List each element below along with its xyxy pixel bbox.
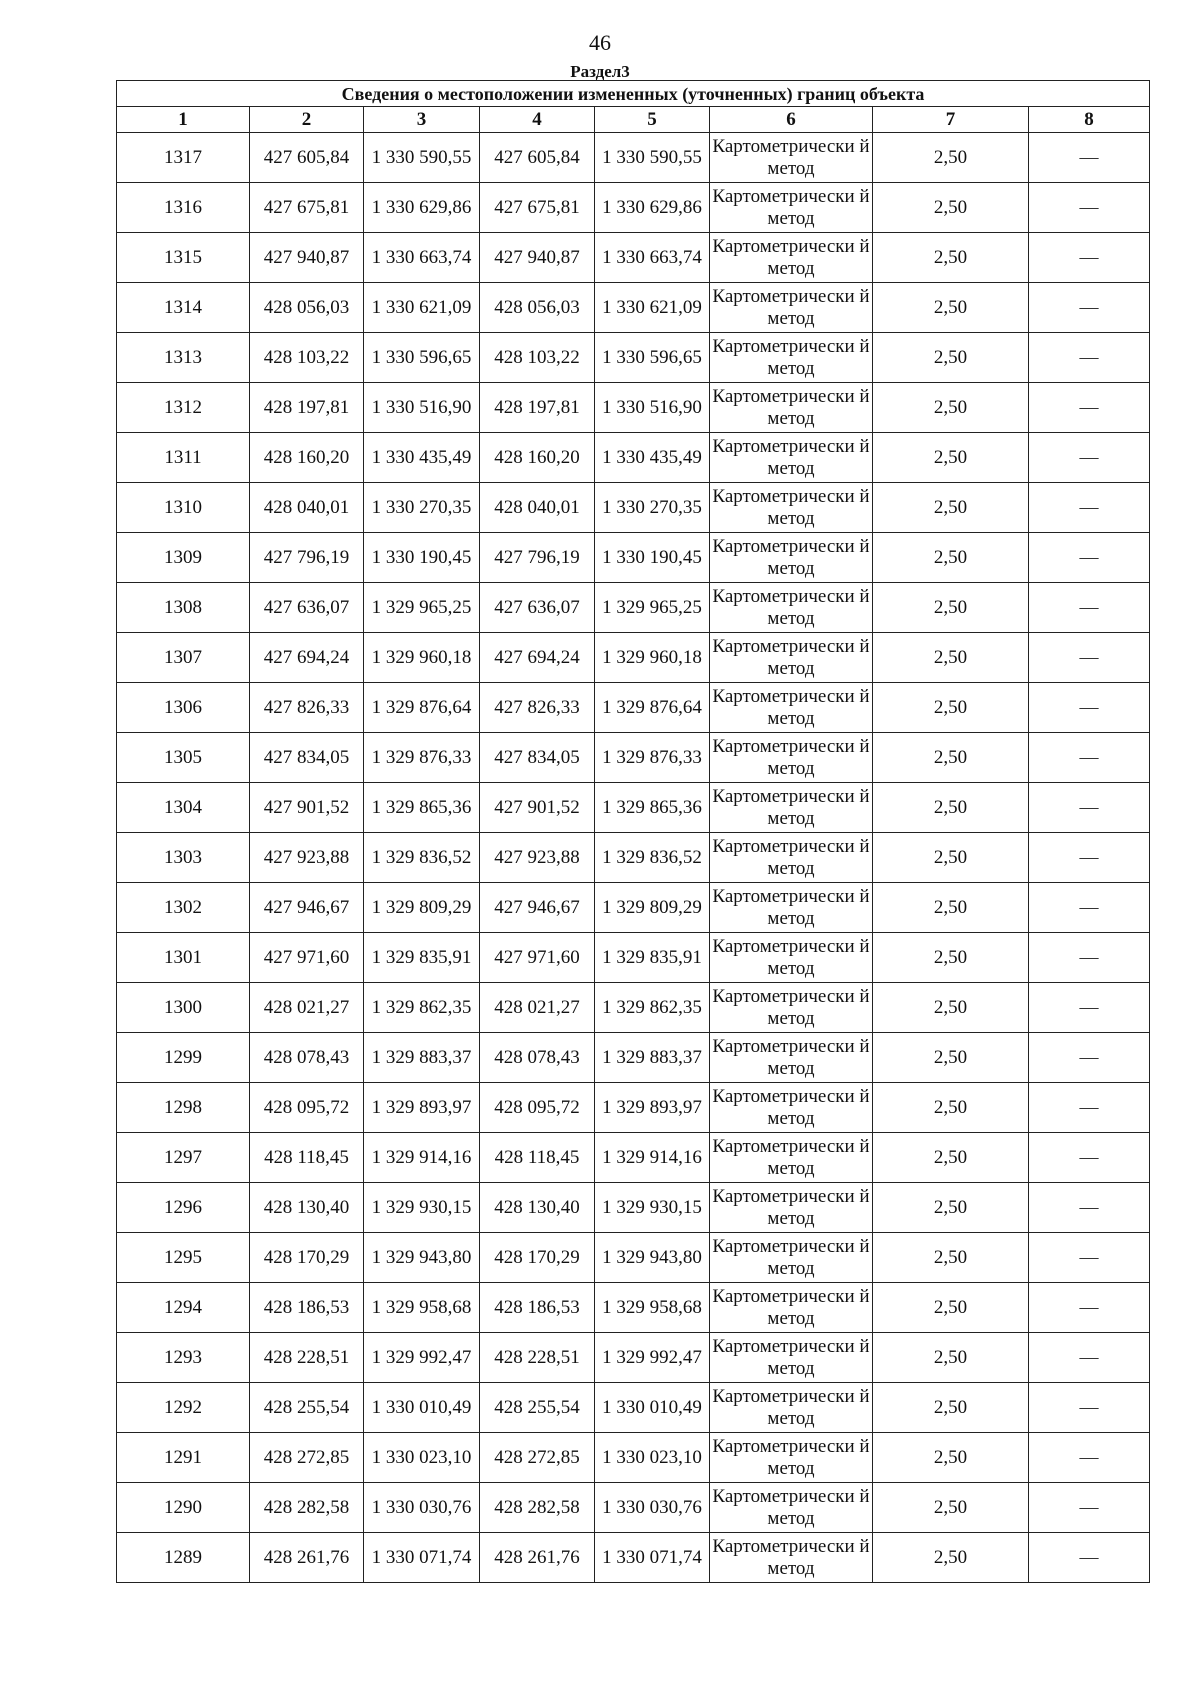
x-existing-cell: 428 095,72: [250, 1083, 364, 1133]
y-refined-cell: 1 330 010,49: [595, 1383, 710, 1433]
x-existing-cell: 428 255,54: [250, 1383, 364, 1433]
method-cell: Картометрически й метод: [710, 883, 873, 933]
coordinates-table: [116, 80, 1150, 1583]
y-existing-cell: 1 329 960,18: [364, 633, 480, 683]
x-refined-cell: 427 901,52: [480, 783, 595, 833]
point-number-cell: 1312: [117, 383, 250, 433]
point-number-cell: 1301: [117, 933, 250, 983]
x-existing-cell: 428 282,58: [250, 1483, 364, 1533]
method-cell: Картометрически й метод: [710, 1233, 873, 1283]
method-cell: Картометрически й метод: [710, 183, 873, 233]
point-number-cell: 1316: [117, 183, 250, 233]
x-refined-cell: 428 186,53: [480, 1283, 595, 1333]
x-refined-cell: 427 675,81: [480, 183, 595, 233]
x-refined-cell: 427 826,33: [480, 683, 595, 733]
method-cell: Картометрически й метод: [710, 433, 873, 483]
note-cell: —: [1029, 833, 1150, 883]
accuracy-cell: 2,50: [873, 533, 1029, 583]
note-cell: —: [1029, 333, 1150, 383]
y-refined-cell: 1 329 883,37: [595, 1033, 710, 1083]
accuracy-cell: 2,50: [873, 1383, 1029, 1433]
method-cell: Картометрически й метод: [710, 333, 873, 383]
note-cell: —: [1029, 1083, 1150, 1133]
table-row: [117, 633, 1150, 683]
x-refined-cell: 428 056,03: [480, 283, 595, 333]
method-cell: Картометрически й метод: [710, 733, 873, 783]
y-refined-cell: 1 329 865,36: [595, 783, 710, 833]
y-refined-cell: 1 330 030,76: [595, 1483, 710, 1533]
method-cell: Картометрически й метод: [710, 283, 873, 333]
y-refined-cell: 1 329 835,91: [595, 933, 710, 983]
table-row: [117, 483, 1150, 533]
point-number-cell: 1297: [117, 1133, 250, 1183]
method-cell: Картометрически й метод: [710, 233, 873, 283]
note-cell: —: [1029, 483, 1150, 533]
x-existing-cell: 428 228,51: [250, 1333, 364, 1383]
point-number-cell: 1306: [117, 683, 250, 733]
y-existing-cell: 1 330 596,65: [364, 333, 480, 383]
point-number-cell: 1299: [117, 1033, 250, 1083]
x-existing-cell: 428 130,40: [250, 1183, 364, 1233]
note-cell: —: [1029, 933, 1150, 983]
note-cell: —: [1029, 1283, 1150, 1333]
accuracy-cell: 2,50: [873, 333, 1029, 383]
accuracy-cell: 2,50: [873, 883, 1029, 933]
note-cell: —: [1029, 183, 1150, 233]
table-row: [117, 1133, 1150, 1183]
point-number-cell: 1307: [117, 633, 250, 683]
note-cell: —: [1029, 1483, 1150, 1533]
y-existing-cell: 1 329 876,33: [364, 733, 480, 783]
x-existing-cell: 428 056,03: [250, 283, 364, 333]
accuracy-cell: 2,50: [873, 633, 1029, 683]
y-refined-cell: 1 329 965,25: [595, 583, 710, 633]
x-existing-cell: 427 901,52: [250, 783, 364, 833]
accuracy-cell: 2,50: [873, 283, 1029, 333]
accuracy-cell: 2,50: [873, 833, 1029, 883]
accuracy-cell: 2,50: [873, 1433, 1029, 1483]
y-refined-cell: 1 329 836,52: [595, 833, 710, 883]
table-row: [117, 1283, 1150, 1333]
point-number-cell: 1304: [117, 783, 250, 833]
y-refined-cell: 1 329 930,15: [595, 1183, 710, 1233]
note-cell: —: [1029, 1183, 1150, 1233]
y-refined-cell: 1 330 071,74: [595, 1533, 710, 1583]
y-existing-cell: 1 330 010,49: [364, 1383, 480, 1433]
table-row: [117, 333, 1150, 383]
point-number-cell: 1295: [117, 1233, 250, 1283]
method-cell: Картометрически й метод: [710, 1433, 873, 1483]
x-refined-cell: 427 946,67: [480, 883, 595, 933]
x-existing-cell: 427 796,19: [250, 533, 364, 583]
y-existing-cell: 1 330 516,90: [364, 383, 480, 433]
method-cell: Картометрически й метод: [710, 1283, 873, 1333]
accuracy-cell: 2,50: [873, 1033, 1029, 1083]
x-existing-cell: 427 946,67: [250, 883, 364, 933]
table-body: [117, 133, 1150, 1583]
note-cell: —: [1029, 1383, 1150, 1433]
x-existing-cell: 428 186,53: [250, 1283, 364, 1333]
y-existing-cell: 1 329 876,64: [364, 683, 480, 733]
accuracy-cell: 2,50: [873, 1483, 1029, 1533]
column-number: 3: [364, 107, 480, 133]
method-cell: Картометрически й метод: [710, 1133, 873, 1183]
section-label: Раздел3: [570, 62, 630, 81]
accuracy-cell: 2,50: [873, 1133, 1029, 1183]
point-number-cell: 1309: [117, 533, 250, 583]
y-existing-cell: 1 329 965,25: [364, 583, 480, 633]
method-cell: Картометрически й метод: [710, 1033, 873, 1083]
table-row: [117, 833, 1150, 883]
y-existing-cell: 1 330 190,45: [364, 533, 480, 583]
table-row: [117, 933, 1150, 983]
point-number-cell: 1314: [117, 283, 250, 333]
x-refined-cell: 428 255,54: [480, 1383, 595, 1433]
x-refined-cell: 427 636,07: [480, 583, 595, 633]
table-row: [117, 1033, 1150, 1083]
note-cell: —: [1029, 883, 1150, 933]
note-cell: —: [1029, 1333, 1150, 1383]
point-number-cell: 1300: [117, 983, 250, 1033]
accuracy-cell: 2,50: [873, 183, 1029, 233]
table-row: [117, 283, 1150, 333]
x-existing-cell: 428 078,43: [250, 1033, 364, 1083]
x-refined-cell: 427 923,88: [480, 833, 595, 883]
accuracy-cell: 2,50: [873, 1333, 1029, 1383]
point-number-cell: 1313: [117, 333, 250, 383]
y-refined-cell: 1 330 190,45: [595, 533, 710, 583]
x-refined-cell: 428 130,40: [480, 1183, 595, 1233]
note-cell: —: [1029, 633, 1150, 683]
column-number: 6: [710, 107, 873, 133]
y-refined-cell: 1 330 023,10: [595, 1433, 710, 1483]
note-cell: —: [1029, 1033, 1150, 1083]
x-refined-cell: 428 197,81: [480, 383, 595, 433]
y-existing-cell: 1 329 930,15: [364, 1183, 480, 1233]
method-cell: Картометрически й метод: [710, 833, 873, 883]
method-cell: Картометрически й метод: [710, 783, 873, 833]
method-cell: Картометрически й метод: [710, 1383, 873, 1433]
method-cell: Картометрически й метод: [710, 383, 873, 433]
x-existing-cell: 427 694,24: [250, 633, 364, 683]
table-row: [117, 683, 1150, 733]
column-number: 2: [250, 107, 364, 133]
method-cell: Картометрически й метод: [710, 933, 873, 983]
accuracy-cell: 2,50: [873, 1283, 1029, 1333]
x-refined-cell: 427 605,84: [480, 133, 595, 183]
table-row: [117, 1083, 1150, 1133]
table-row: [117, 1433, 1150, 1483]
y-existing-cell: 1 329 809,29: [364, 883, 480, 933]
method-cell: Картометрически й метод: [710, 1533, 873, 1583]
x-existing-cell: 428 160,20: [250, 433, 364, 483]
y-refined-cell: 1 329 943,80: [595, 1233, 710, 1283]
y-refined-cell: 1 329 876,33: [595, 733, 710, 783]
y-existing-cell: 1 330 435,49: [364, 433, 480, 483]
table-title: Сведения о местоположении измененных (уточненных) границ объекта: [117, 81, 1150, 107]
column-number: 1: [117, 107, 250, 133]
note-cell: —: [1029, 283, 1150, 333]
method-cell: Картометрически й метод: [710, 1183, 873, 1233]
y-existing-cell: 1 329 992,47: [364, 1333, 480, 1383]
accuracy-cell: 2,50: [873, 683, 1029, 733]
x-refined-cell: 427 971,60: [480, 933, 595, 983]
y-refined-cell: 1 330 621,09: [595, 283, 710, 333]
note-cell: —: [1029, 383, 1150, 433]
y-existing-cell: 1 330 030,76: [364, 1483, 480, 1533]
accuracy-cell: 2,50: [873, 933, 1029, 983]
table-row: [117, 1383, 1150, 1433]
point-number-cell: 1302: [117, 883, 250, 933]
y-refined-cell: 1 329 960,18: [595, 633, 710, 683]
point-number-cell: 1294: [117, 1283, 250, 1333]
point-number-cell: 1317: [117, 133, 250, 183]
point-number-cell: 1298: [117, 1083, 250, 1133]
y-existing-cell: 1 329 835,91: [364, 933, 480, 983]
method-cell: Картометрически й метод: [710, 683, 873, 733]
x-existing-cell: 427 675,81: [250, 183, 364, 233]
x-refined-cell: 428 282,58: [480, 1483, 595, 1533]
x-existing-cell: 428 103,22: [250, 333, 364, 383]
table-row: [117, 433, 1150, 483]
accuracy-cell: 2,50: [873, 583, 1029, 633]
y-existing-cell: 1 329 836,52: [364, 833, 480, 883]
x-existing-cell: 428 197,81: [250, 383, 364, 433]
page-number: 46: [589, 30, 611, 55]
x-refined-cell: 427 940,87: [480, 233, 595, 283]
x-refined-cell: 428 272,85: [480, 1433, 595, 1483]
y-refined-cell: 1 330 590,55: [595, 133, 710, 183]
accuracy-cell: 2,50: [873, 483, 1029, 533]
note-cell: —: [1029, 533, 1150, 583]
y-existing-cell: 1 329 958,68: [364, 1283, 480, 1333]
column-number: 7: [873, 107, 1029, 133]
method-cell: Картометрически й метод: [710, 533, 873, 583]
y-refined-cell: 1 329 893,97: [595, 1083, 710, 1133]
note-cell: —: [1029, 783, 1150, 833]
y-existing-cell: 1 329 883,37: [364, 1033, 480, 1083]
x-refined-cell: 427 694,24: [480, 633, 595, 683]
y-existing-cell: 1 330 663,74: [364, 233, 480, 283]
x-existing-cell: 427 605,84: [250, 133, 364, 183]
note-cell: —: [1029, 133, 1150, 183]
accuracy-cell: 2,50: [873, 1183, 1029, 1233]
accuracy-cell: 2,50: [873, 383, 1029, 433]
note-cell: —: [1029, 583, 1150, 633]
note-cell: —: [1029, 733, 1150, 783]
accuracy-cell: 2,50: [873, 433, 1029, 483]
table-row: [117, 1333, 1150, 1383]
y-existing-cell: 1 329 943,80: [364, 1233, 480, 1283]
note-cell: —: [1029, 983, 1150, 1033]
y-existing-cell: 1 329 862,35: [364, 983, 480, 1033]
y-existing-cell: 1 330 270,35: [364, 483, 480, 533]
x-refined-cell: 428 170,29: [480, 1233, 595, 1283]
x-existing-cell: 427 826,33: [250, 683, 364, 733]
method-cell: Картометрически й метод: [710, 633, 873, 683]
point-number-cell: 1311: [117, 433, 250, 483]
y-existing-cell: 1 329 865,36: [364, 783, 480, 833]
accuracy-cell: 2,50: [873, 133, 1029, 183]
y-refined-cell: 1 329 992,47: [595, 1333, 710, 1383]
table-row: [117, 133, 1150, 183]
y-refined-cell: 1 330 270,35: [595, 483, 710, 533]
point-number-cell: 1292: [117, 1383, 250, 1433]
point-number-cell: 1296: [117, 1183, 250, 1233]
table-row: [117, 1533, 1150, 1583]
column-number-row: [117, 107, 1150, 133]
x-existing-cell: 428 021,27: [250, 983, 364, 1033]
table-row: [117, 1183, 1150, 1233]
y-existing-cell: 1 330 023,10: [364, 1433, 480, 1483]
x-existing-cell: 428 272,85: [250, 1433, 364, 1483]
x-existing-cell: 428 261,76: [250, 1533, 364, 1583]
note-cell: —: [1029, 1433, 1150, 1483]
x-refined-cell: 428 118,45: [480, 1133, 595, 1183]
accuracy-cell: 2,50: [873, 1533, 1029, 1583]
method-cell: Картометрически й метод: [710, 1483, 873, 1533]
point-number-cell: 1303: [117, 833, 250, 883]
x-refined-cell: 427 834,05: [480, 733, 595, 783]
column-number: 8: [1029, 107, 1150, 133]
note-cell: —: [1029, 1133, 1150, 1183]
y-refined-cell: 1 329 862,35: [595, 983, 710, 1033]
x-existing-cell: 428 118,45: [250, 1133, 364, 1183]
method-cell: Картометрически й метод: [710, 483, 873, 533]
table-title-row: [117, 81, 1150, 107]
x-existing-cell: 428 170,29: [250, 1233, 364, 1283]
y-existing-cell: 1 330 621,09: [364, 283, 480, 333]
method-cell: Картометрически й метод: [710, 1083, 873, 1133]
x-refined-cell: 428 021,27: [480, 983, 595, 1033]
x-refined-cell: 428 078,43: [480, 1033, 595, 1083]
method-cell: Картометрически й метод: [710, 583, 873, 633]
table-row: [117, 883, 1150, 933]
point-number-cell: 1310: [117, 483, 250, 533]
table-row: [117, 533, 1150, 583]
y-refined-cell: 1 330 596,65: [595, 333, 710, 383]
x-existing-cell: 427 834,05: [250, 733, 364, 783]
note-cell: —: [1029, 683, 1150, 733]
table-row: [117, 383, 1150, 433]
accuracy-cell: 2,50: [873, 983, 1029, 1033]
x-refined-cell: 428 103,22: [480, 333, 595, 383]
table-row: [117, 1233, 1150, 1283]
column-number: 4: [480, 107, 595, 133]
accuracy-cell: 2,50: [873, 783, 1029, 833]
y-refined-cell: 1 330 629,86: [595, 183, 710, 233]
x-existing-cell: 427 636,07: [250, 583, 364, 633]
method-cell: Картометрически й метод: [710, 133, 873, 183]
y-refined-cell: 1 330 435,49: [595, 433, 710, 483]
point-number-cell: 1308: [117, 583, 250, 633]
note-cell: —: [1029, 1233, 1150, 1283]
point-number-cell: 1293: [117, 1333, 250, 1383]
column-number: 5: [595, 107, 710, 133]
y-existing-cell: 1 330 629,86: [364, 183, 480, 233]
method-cell: Картометрически й метод: [710, 983, 873, 1033]
y-refined-cell: 1 329 809,29: [595, 883, 710, 933]
point-number-cell: 1315: [117, 233, 250, 283]
y-refined-cell: 1 329 958,68: [595, 1283, 710, 1333]
table-row: [117, 1483, 1150, 1533]
point-number-cell: 1305: [117, 733, 250, 783]
x-existing-cell: 427 940,87: [250, 233, 364, 283]
note-cell: —: [1029, 433, 1150, 483]
table-row: [117, 183, 1150, 233]
method-cell: Картометрически й метод: [710, 1333, 873, 1383]
point-number-cell: 1289: [117, 1533, 250, 1583]
y-refined-cell: 1 330 516,90: [595, 383, 710, 433]
accuracy-cell: 2,50: [873, 233, 1029, 283]
point-number-cell: 1290: [117, 1483, 250, 1533]
x-existing-cell: 427 923,88: [250, 833, 364, 883]
y-refined-cell: 1 329 876,64: [595, 683, 710, 733]
accuracy-cell: 2,50: [873, 1083, 1029, 1133]
x-refined-cell: 427 796,19: [480, 533, 595, 583]
table-row: [117, 583, 1150, 633]
y-existing-cell: 1 329 914,16: [364, 1133, 480, 1183]
x-existing-cell: 427 971,60: [250, 933, 364, 983]
accuracy-cell: 2,50: [873, 1233, 1029, 1283]
point-number-cell: 1291: [117, 1433, 250, 1483]
x-refined-cell: 428 228,51: [480, 1333, 595, 1383]
x-refined-cell: 428 160,20: [480, 433, 595, 483]
table-row: [117, 233, 1150, 283]
table-row: [117, 983, 1150, 1033]
note-cell: —: [1029, 233, 1150, 283]
y-existing-cell: 1 329 893,97: [364, 1083, 480, 1133]
x-refined-cell: 428 095,72: [480, 1083, 595, 1133]
table-row: [117, 733, 1150, 783]
y-refined-cell: 1 330 663,74: [595, 233, 710, 283]
accuracy-cell: 2,50: [873, 733, 1029, 783]
x-refined-cell: 428 040,01: [480, 483, 595, 533]
x-refined-cell: 428 261,76: [480, 1533, 595, 1583]
note-cell: —: [1029, 1533, 1150, 1583]
y-refined-cell: 1 329 914,16: [595, 1133, 710, 1183]
x-existing-cell: 428 040,01: [250, 483, 364, 533]
y-existing-cell: 1 330 071,74: [364, 1533, 480, 1583]
y-existing-cell: 1 330 590,55: [364, 133, 480, 183]
table-row: [117, 783, 1150, 833]
